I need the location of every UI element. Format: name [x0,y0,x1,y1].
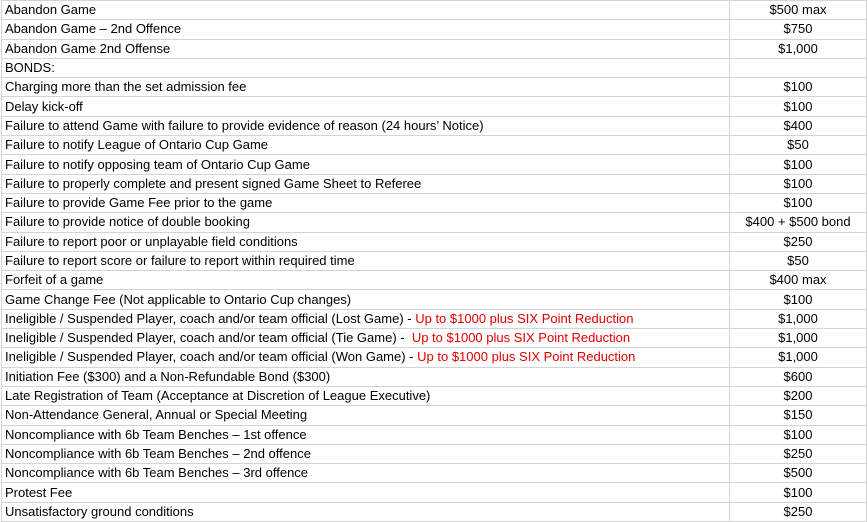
fine-description [2,483,730,502]
fine-amount: $100 [730,155,867,174]
table-row [2,1,867,20]
fine-description-text: Protest Fee [5,484,73,500]
fine-amount: $250 [730,232,867,251]
fine-description-text: Failure to report poor or unplayable field conditions [5,233,298,249]
fine-description-text: Failure to notify opposing team of Ontario Cup Game [5,156,310,172]
fine-description-text: Late Registration of Team (Acceptance at Discretion of League Executive) [5,388,431,404]
fine-description-text: Failure to attend Game with failure to provide evidence of reason (24 hours’ Notice) [5,117,484,133]
fine-description-text: Abandon Game 2nd Offense [5,40,171,56]
table-row [2,193,867,212]
fine-description [2,251,730,270]
fine-amount: $1,000 [730,309,867,328]
fine-description [2,58,730,77]
fine-description [2,39,730,58]
fine-description [2,386,730,405]
table-row [2,20,867,39]
fine-amount: $400 max [730,271,867,290]
fine-amount: $100 [730,78,867,97]
table-row [2,425,867,444]
fine-description-text: Failure to report score or failure to report within required time [5,253,355,268]
penalty-note: Up to $1000 plus SIX Point Reduction [417,349,636,365]
fine-description [2,309,730,328]
fine-description [2,116,730,135]
table-row [2,483,867,502]
fine-amount: $600 [730,367,867,386]
fine-amount: $500 [730,464,867,483]
fine-amount: $250 [730,502,867,521]
fine-description [2,193,730,212]
fine-amount: $400 + $500 bond [730,213,867,232]
fine-description [2,97,730,116]
fine-amount: $100 [730,174,867,193]
table-row [2,136,867,155]
fine-description-text: Noncompliance with 6b Team Benches – 1st offence [5,426,307,442]
penalty-note: Up to $1000 plus SIX Point Reduction [411,330,631,346]
fine-description-text: Forfeit of a game [5,272,104,288]
fine-amount: $100 [730,290,867,309]
fine-description-text: Ineligible / Suspended Player, coach and/or team official (Tie Game) - [5,330,412,346]
fine-amount: $1,000 [730,329,867,348]
table-row [2,329,867,348]
table-row [2,97,867,116]
fine-description-text: Initiation Fee ($300) and a Non-Refundable Bond ($300) [5,368,331,384]
table-row [2,386,867,405]
fine-amount: $200 [730,386,867,405]
fine-amount: $100 [730,97,867,116]
fine-amount: $100 [730,425,867,444]
fine-description-text: Failure to provide notice of double booking [5,214,250,230]
fine-amount: $250 [730,444,867,463]
fine-description-text: Unsatisfactory ground conditions [5,503,194,519]
fine-amount: $1,000 [730,39,867,58]
fine-description [2,502,730,521]
fine-description-text: Failure to provide Game Fee prior to the game [5,195,273,211]
fine-description-text: Failure to notify League of Ontario Cup Game [5,137,269,153]
table-row [2,58,867,77]
fine-description [2,406,730,425]
fine-amount [730,58,867,77]
fine-description-text: Noncompliance with 6b Team Benches – 3rd offence [5,465,309,481]
table-row [2,232,867,251]
fine-description-text: Ineligible / Suspended Player, coach and/or team official (Lost Game) - [5,310,416,326]
fine-amount: $1,000 [730,348,867,367]
fine-description [2,232,730,251]
table-row [2,309,867,328]
fine-description [2,444,730,463]
fine-description [2,367,730,386]
fine-description-text: Charging more than the set admission fee [5,79,247,95]
table-row [2,39,867,58]
fine-description-text: BONDS: [5,60,55,76]
fine-description-text: Delay kick-off [5,98,83,114]
fine-description [2,329,730,348]
fine-description-text: Abandon Game [5,2,97,18]
fine-amount: $50 [730,136,867,155]
table-row [2,116,867,135]
fine-description-text: Abandon Game – 2nd Offence [5,21,182,37]
table-row [2,348,867,367]
fine-description [2,78,730,97]
fine-description [2,464,730,483]
fines-table [1,0,867,522]
table-row [2,464,867,483]
table-row [2,406,867,425]
fine-description-text: Game Change Fee (Not applicable to Ontario Cup changes) [5,291,352,307]
fine-description-text: Noncompliance with 6b Team Benches – 2nd offence [5,445,311,461]
table-row [2,155,867,174]
table-row [2,251,867,270]
table-row [2,367,867,386]
fine-description-text: Non-Attendance General, Annual or Special Meeting [5,407,308,423]
fine-description [2,425,730,444]
fine-description [2,174,730,193]
table-row [2,78,867,97]
table-row [2,290,867,309]
table-row [2,271,867,290]
fine-description [2,1,730,20]
fines-table-body [2,1,867,522]
fine-description [2,213,730,232]
fine-amount: $100 [730,483,867,502]
fine-description [2,348,730,367]
table-row [2,213,867,232]
fine-amount: $400 [730,116,867,135]
fine-amount: $100 [730,193,867,212]
fine-description [2,20,730,39]
penalty-note: Up to $1000 plus SIX Point Reduction [415,310,634,326]
fine-description-text: Ineligible / Suspended Player, coach and/or team official (Won Game) - [5,349,418,365]
table-row [2,174,867,193]
fine-amount: $500 max [730,1,867,20]
fine-description [2,136,730,155]
table-row [2,444,867,463]
table-row [2,502,867,521]
fine-amount: $150 [730,406,867,425]
fine-description-text: Failure to properly complete and present signed Game Sheet to Referee [5,175,422,191]
fine-amount: $750 [730,20,867,39]
fine-description [2,155,730,174]
fine-description [2,290,730,309]
fine-amount: $50 [730,251,867,270]
fine-description [2,271,730,290]
